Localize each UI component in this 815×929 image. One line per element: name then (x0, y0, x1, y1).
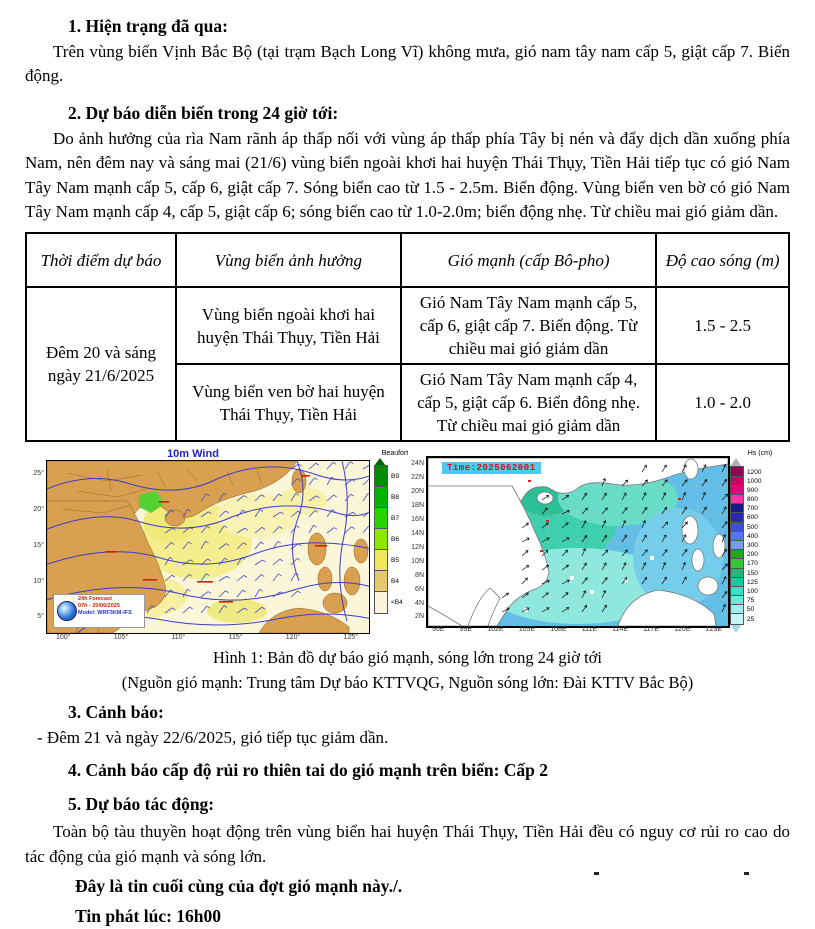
axis-tick-label: 100° (56, 634, 71, 642)
wave-cell: 1.5 - 2.5 (656, 287, 789, 364)
model-info-line: 07h - 20/06/2025 (78, 603, 120, 610)
legend-label: 125 (747, 578, 758, 586)
model-info-line: 24h Forecast (78, 596, 112, 603)
axis-tick-label: 2N (415, 613, 424, 621)
axis-tick-label: 14N (411, 529, 424, 537)
section2-heading: 2. Dự báo diễn biến trong 24 giờ tới: (68, 102, 339, 123)
col-header-region: Vùng biển ảnh hưởng (176, 233, 401, 287)
legend-label: 200 (747, 551, 758, 559)
legend-label: 1200 (747, 468, 762, 476)
section3-item: - Đêm 21 và ngày 22/6/2025, gió tiếp tục giảm dần. (37, 728, 389, 748)
axis-tick-label: 10° (33, 577, 44, 585)
col-header-wind: Gió mạnh (cấp Bô-pho) (401, 233, 656, 287)
legend-label: 600 (747, 514, 758, 522)
model-info-box (53, 594, 145, 628)
legend-label: 75 (747, 597, 755, 605)
wind-cell: Gió Nam Tây Nam mạnh cấp 4, cấp 5, giật cấp 6. Biển đông nhẹ. Từ chiều mai gió giảm dần (401, 364, 656, 441)
wind-map-x-axis (56, 634, 358, 641)
legend-arrow-down (730, 624, 742, 633)
time-cell: Đêm 20 và sáng ngày 21/6/2025 (26, 287, 176, 441)
wave-height-legend (730, 450, 790, 644)
axis-tick-label: 15° (33, 541, 44, 549)
axis-tick-label: 96E (432, 626, 445, 634)
figure-source-caption: (Nguồn gió mạnh: Trung tâm Dự báo KTTVQG, Nguồn sóng lớn: Đài KTTV Bắc Bộ) (121, 673, 694, 693)
wind-cell: Gió Nam Tây Nam mạnh cấp 5, cấp 6, giật cấp 7. Biển động. Từ chiều mai gió giảm dần (401, 287, 656, 364)
section2-paragraph: Do ảnh hưởng của rìa Nam rãnh áp thấp nối với vùng áp thấp phía Tây bị nén và đẩy dịch dần xuống phía Nam, nên đêm nay và sáng mai (21/6) vùng biển ngoài khơi hai huyện Thái Thụy, Tiền Hải tiếp tục có gió Nam Tây Nam mạnh cấp 5, cấp 6, giật cấp 7. Sóng biển cao từ 1.5 - 2.5m. Biển động. Vùng biển ven bờ có gió Nam Tây Nam mạnh cấp 4, cấp 5, giật cấp 6; sóng biển cao từ 1.0-2.0m; biển động nhẹ. Từ chiều mai gió giảm dần. (25, 128, 790, 222)
section5-heading: 5. Dự báo tác động: (68, 794, 215, 815)
legend-label: 100 (747, 587, 758, 595)
legend-label: 50 (747, 606, 755, 614)
axis-tick-label: 4N (415, 599, 424, 607)
legend-swatch (374, 570, 388, 593)
globe-logo-icon (57, 601, 77, 621)
beaufort-legend-title: Beaufort (381, 450, 409, 458)
closing-line: Đây là tin cuối cùng của đợt gió mạnh này./. (75, 876, 403, 897)
wave-map-canvas (428, 458, 728, 626)
axis-tick-label: 25° (33, 470, 44, 478)
axis-tick-label: 120E (674, 626, 691, 634)
wind-map-y-axis (28, 470, 44, 620)
legend-label: B5 (391, 557, 399, 565)
axis-tick-label: 117E (643, 626, 659, 634)
legend-label: 700 (747, 505, 758, 513)
figure-row (28, 448, 790, 644)
section4-heading: 4. Cảnh báo cấp độ rủi ro thiên tai do gió mạnh trên biển: Cấp 2 (68, 760, 549, 781)
axis-tick-label: 114E (612, 626, 629, 634)
wave-cell: 1.0 - 2.0 (656, 364, 789, 441)
legend-swatch (374, 507, 388, 530)
axis-tick-label: 115° (228, 634, 243, 642)
time-label: Time:2025062001 (442, 462, 541, 474)
legend-label: 170 (747, 560, 758, 568)
wind-map-title: 10m Wind (167, 448, 219, 461)
section1-heading: 1. Hiện trạng đã qua: (68, 16, 228, 36)
legend-label: B8 (391, 494, 399, 502)
issued-time-line: Tin phát lúc: 16h00 (75, 906, 222, 927)
col-header-wave: Độ cao sóng (m) (656, 233, 789, 287)
table-row (26, 287, 789, 364)
wave-legend-title: Hs (cm) (747, 450, 773, 458)
table-header-row (26, 233, 789, 287)
legend-label: B4 (391, 578, 399, 586)
axis-tick-label: 24N (411, 460, 424, 468)
legend-swatch (374, 528, 388, 551)
legend-label: 150 (747, 569, 758, 577)
axis-tick-label: 105° (113, 634, 129, 642)
legend-label: 500 (747, 523, 758, 531)
axis-tick-label: 10N (411, 557, 424, 565)
legend-swatch (374, 591, 388, 614)
wind-map-figure (28, 448, 409, 644)
axis-tick-label: 6N (415, 585, 424, 593)
region-cell: Vùng biển ven bờ hai huyện Thái Thụy, Tiền Hải (176, 364, 401, 441)
model-info-line: Model: WRF3KM-IFS (78, 610, 132, 617)
wave-map-figure (408, 448, 790, 644)
legend-label: 800 (747, 496, 758, 504)
axis-tick-label: 20° (33, 506, 44, 514)
figure-caption: Hình 1: Bản đồ dự báo gió mạnh, sóng lớn trong 24 giờ tới (213, 648, 602, 668)
axis-tick-label: 102E (487, 626, 504, 634)
section1-paragraph: Trên vùng biển Vịnh Bắc Bộ (tại trạm Bạch Long Vĩ) không mưa, gió nam tây nam cấp 5, giật cấp 7. Biển động. (25, 42, 790, 86)
axis-tick-label: 125° (343, 634, 358, 642)
region-cell: Vùng biển ngoài khơi hai huyện Thái Thụy, Tiền Hải (176, 287, 401, 364)
axis-tick-label: 123E (705, 626, 722, 634)
clipped-next-line (0, 871, 815, 875)
axis-tick-label: 20N (411, 488, 424, 496)
legend-label: <B4 (391, 599, 403, 607)
legend-swatch (374, 465, 388, 488)
axis-tick-label: 5° (37, 613, 44, 621)
axis-tick-label: 8N (415, 571, 424, 579)
axis-tick-label: 16N (411, 516, 424, 524)
axis-tick-label: 108E (550, 626, 567, 634)
section3-heading: 3. Cảnh báo: (68, 702, 164, 723)
forecast-table (25, 232, 790, 442)
wave-map-y-axis (410, 460, 424, 620)
col-header-time: Thời điểm dự báo (26, 233, 176, 287)
axis-tick-label: 22N (411, 474, 424, 482)
axis-tick-label: 120° (285, 634, 301, 642)
legend-swatch (730, 613, 744, 624)
legend-label: B7 (391, 515, 399, 523)
legend-label: 400 (747, 532, 758, 540)
legend-swatch (374, 549, 388, 572)
legend-label: 1000 (747, 477, 762, 485)
legend-swatch (374, 486, 388, 509)
axis-tick-label: 105E (518, 626, 536, 634)
legend-row (730, 614, 790, 623)
legend-label: 900 (747, 486, 758, 494)
legend-label: 25 (747, 615, 755, 623)
axis-tick-label: 110° (171, 634, 186, 642)
section5-paragraph: Toàn bộ tàu thuyền hoạt động trên vùng biển hai huyện Thái Thụy, Tiền Hải đều có nguy cơ rủi ro cao do tác động của gió mạnh và sóng lớn. (25, 822, 790, 866)
axis-tick-label: 111E (581, 626, 598, 634)
wave-legend-rows (730, 467, 790, 623)
legend-label: B9 (391, 473, 399, 481)
wave-map-x-axis (432, 626, 722, 633)
axis-tick-label: 18N (411, 502, 424, 510)
legend-label: 300 (747, 542, 758, 550)
axis-tick-label: 12N (411, 543, 424, 551)
axis-tick-label: 99E (459, 626, 473, 634)
legend-label: B6 (391, 536, 399, 544)
